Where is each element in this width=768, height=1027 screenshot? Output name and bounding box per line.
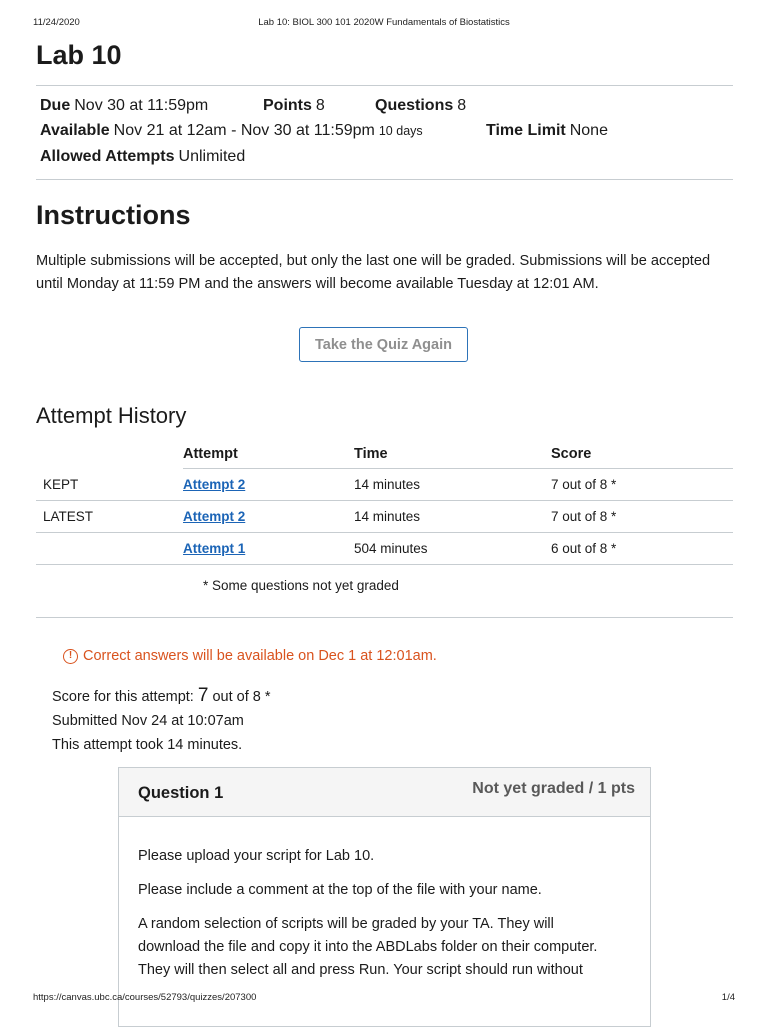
attempt-duration: This attempt took 14 minutes. bbox=[52, 737, 243, 753]
table-row bbox=[36, 533, 733, 565]
time-limit-label: Time Limit bbox=[486, 122, 566, 139]
submitted-time: Submitted Nov 24 at 10:07am bbox=[52, 713, 244, 729]
question-paragraph: Please upload your script for Lab 10. bbox=[138, 848, 375, 864]
attempt-time: 14 minutes bbox=[354, 501, 551, 533]
row-label: KEPT bbox=[36, 469, 183, 501]
time-limit-value: None bbox=[569, 122, 608, 139]
print-url: https://canvas.ubc.ca/courses/52793/quizzes/207300 bbox=[33, 992, 257, 1003]
attempt-score: 7 out of 8 * bbox=[551, 501, 733, 533]
score-suffix: out of 8 * bbox=[212, 689, 271, 705]
question-paragraph: A random selection of scripts will be graded by your TA. They will download the file and copy it into the ABDLabs folder on their computer. They will then select all and press Run. Your script should run without bbox=[138, 916, 598, 978]
attempt-link[interactable]: Attempt 1 bbox=[183, 541, 246, 556]
quiz-details-row-1 bbox=[40, 97, 208, 115]
question-points: Not yet graded / 1 pts bbox=[472, 780, 635, 797]
column-header-attempt: Attempt bbox=[183, 440, 354, 469]
row-label bbox=[36, 533, 183, 565]
allowed-attempts-value: Unlimited bbox=[178, 148, 246, 165]
row-label: LATEST bbox=[36, 501, 183, 533]
attempt-score: 6 out of 8 * bbox=[551, 533, 733, 565]
available-duration: 10 days bbox=[378, 124, 423, 138]
questions-label: Questions bbox=[375, 97, 454, 114]
table-row bbox=[36, 501, 733, 533]
question-card bbox=[118, 767, 651, 1027]
attempt-history-table bbox=[36, 440, 733, 565]
time-limit-detail bbox=[486, 122, 608, 140]
column-header-score: Score bbox=[551, 440, 733, 469]
column-header-time: Time bbox=[354, 440, 551, 469]
answers-availability-notice bbox=[63, 648, 437, 664]
table-row bbox=[36, 469, 733, 501]
quiz-details-row-2 bbox=[40, 122, 423, 140]
print-document-title: Lab 10: BIOL 300 101 2020W Fundamentals of Biostatistics bbox=[258, 17, 510, 28]
due-value: Nov 30 at 11:59pm bbox=[74, 97, 209, 114]
due-label: Due bbox=[40, 97, 71, 114]
available-label: Available bbox=[40, 122, 110, 139]
instructions-text: Multiple submissions will be accepted, but only the last one will be graded. Submissions will be accepted until Monday at 11:59 PM and the answers will become available Tuesday at 12:01 AM. bbox=[36, 253, 711, 292]
question-header bbox=[119, 768, 650, 817]
questions-value: 8 bbox=[457, 97, 467, 114]
points-value: 8 bbox=[315, 97, 325, 114]
question-paragraph: Please include a comment at the top of the file with your name. bbox=[138, 882, 542, 898]
table-header-row bbox=[36, 440, 733, 469]
attempt-score: 7 out of 8 * bbox=[551, 469, 733, 501]
print-date: 11/24/2020 bbox=[33, 17, 80, 28]
ungraded-note: * Some questions not yet graded bbox=[203, 578, 399, 593]
attempt-time: 14 minutes bbox=[354, 469, 551, 501]
divider bbox=[36, 179, 733, 180]
points-label: Points bbox=[263, 97, 312, 114]
allowed-attempts-label: Allowed Attempts bbox=[40, 148, 175, 165]
instructions-heading: Instructions bbox=[36, 200, 191, 230]
attempt-link[interactable]: Attempt 2 bbox=[183, 477, 246, 492]
take-quiz-again-button[interactable]: Take the Quiz Again bbox=[299, 327, 468, 362]
score-prefix: Score for this attempt: bbox=[52, 689, 194, 705]
question-body bbox=[138, 817, 618, 993]
questions-detail bbox=[375, 97, 466, 115]
divider bbox=[36, 617, 733, 618]
attempt-time: 504 minutes bbox=[354, 533, 551, 565]
divider bbox=[36, 85, 733, 86]
points-detail bbox=[263, 97, 325, 115]
print-page-number: 1/4 bbox=[721, 992, 735, 1003]
question-title: Question 1 bbox=[138, 784, 224, 802]
available-value: Nov 21 at 12am - Nov 30 at 11:59pm bbox=[113, 122, 375, 139]
attempt-summary bbox=[52, 684, 271, 757]
attempt-score-line bbox=[52, 684, 271, 709]
quiz-details-row-3 bbox=[40, 148, 245, 166]
page-title: Lab 10 bbox=[36, 40, 122, 70]
attempt-link[interactable]: Attempt 2 bbox=[183, 509, 246, 524]
availability-text: Correct answers will be available on Dec 1 at 12:01am. bbox=[83, 648, 437, 664]
column-header-label bbox=[36, 440, 183, 469]
warning-circle-icon: ! bbox=[63, 649, 78, 664]
attempt-history-heading: Attempt History bbox=[36, 403, 187, 428]
score-value: 7 bbox=[197, 685, 209, 706]
